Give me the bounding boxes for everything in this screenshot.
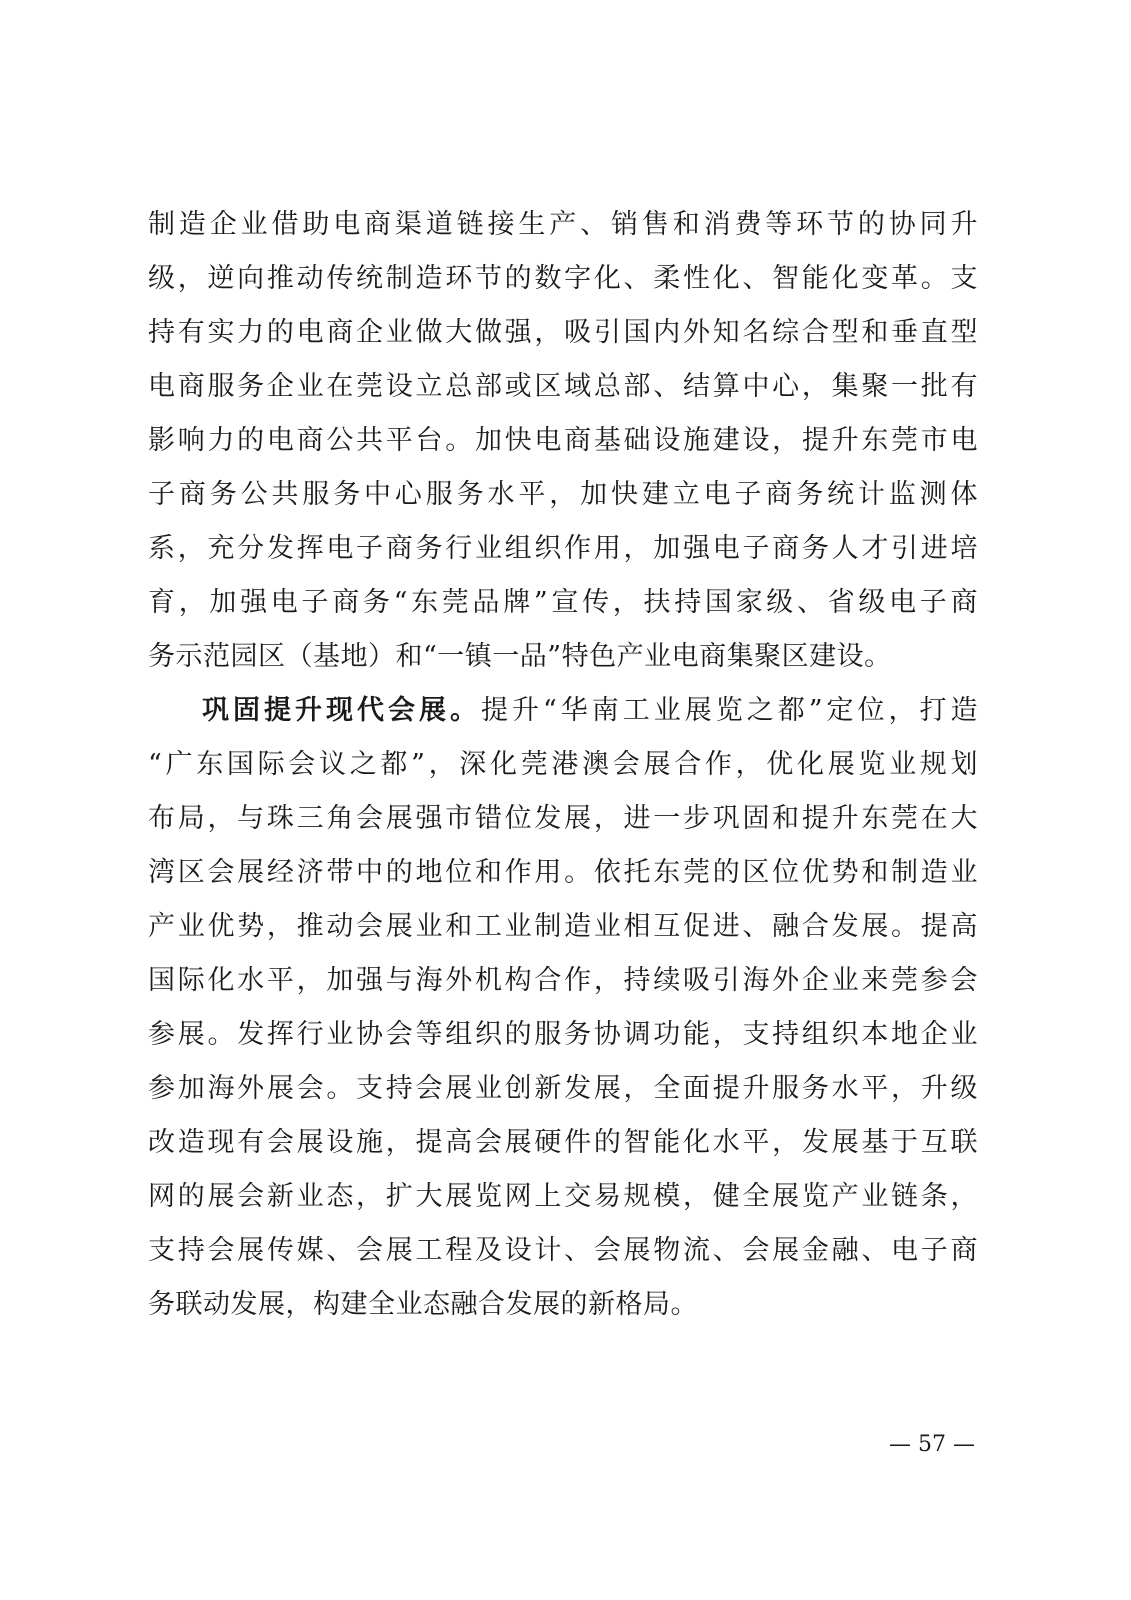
text-line: 支持会展传媒、会展工程及设计、会展物流、会展金融、电子商 bbox=[148, 1235, 978, 1266]
text-line: 持有实力的电商企业做大做强，吸引国内外知名综合型和垂直型 bbox=[148, 317, 978, 348]
text-line: 产业优势，推动会展业和工业制造业相互促进、融合发展。提高 bbox=[148, 911, 978, 942]
text-run: 提升“华南工业展览之都”定位，打造 bbox=[480, 695, 979, 726]
body-text bbox=[148, 198, 978, 1332]
text-line: 系，充分发挥电子商务行业组织作用，加强电子商务人才引进培 bbox=[148, 533, 978, 564]
page-number: — 57 — bbox=[889, 1432, 975, 1457]
text-line: 网的展会新业态，扩大展览网上交易规模，健全展览产业链条， bbox=[148, 1181, 978, 1212]
text-line: “广东国际会议之都”，深化莞港澳会展合作，优化展览业规划 bbox=[148, 749, 978, 780]
text-line: 务联动发展，构建全业态融合发展的新格局。 bbox=[148, 1289, 698, 1320]
text-line: 务示范园区（基地）和“一镇一品”特色产业电商集聚区建设。 bbox=[148, 641, 892, 672]
paragraph-exhibition bbox=[148, 684, 978, 1332]
text-line: 国际化水平，加强与海外机构合作，持续吸引海外企业来莞参会 bbox=[148, 965, 978, 996]
text-line: 电商服务企业在莞设立总部或区域总部、结算中心，集聚一批有 bbox=[148, 371, 978, 402]
text-line: 布局，与珠三角会展强市错位发展，进一步巩固和提升东莞在大 bbox=[148, 803, 978, 834]
text-line: 级，逆向推动传统制造环节的数字化、柔性化、智能化变革。支 bbox=[148, 263, 978, 294]
text-line: 湾区会展经济带中的地位和作用。依托东莞的区位优势和制造业 bbox=[148, 857, 978, 888]
text-line: 改造现有会展设施，提高会展硬件的智能化水平，发展基于互联 bbox=[148, 1127, 978, 1158]
text-line: 参加海外展会。支持会展业创新发展，全面提升服务水平，升级 bbox=[148, 1073, 978, 1104]
paragraph-ecommerce bbox=[148, 198, 978, 684]
text-line: 育，加强电子商务“东莞品牌”宣传，扶持国家级、省级电子商 bbox=[148, 587, 978, 618]
text-line-first bbox=[148, 684, 978, 738]
paragraph-heading: 巩固提升现代会展。 bbox=[202, 695, 481, 726]
text-line: 子商务公共服务中心服务水平，加快建立电子商务统计监测体 bbox=[148, 479, 978, 510]
text-line: 影响力的电商公共平台。加快电商基础设施建设，提升东莞市电 bbox=[148, 425, 978, 456]
text-line: 制造企业借助电商渠道链接生产、销售和消费等环节的协同升 bbox=[148, 209, 978, 240]
text-line: 参展。发挥行业协会等组织的服务协调功能，支持组织本地企业 bbox=[148, 1019, 978, 1050]
